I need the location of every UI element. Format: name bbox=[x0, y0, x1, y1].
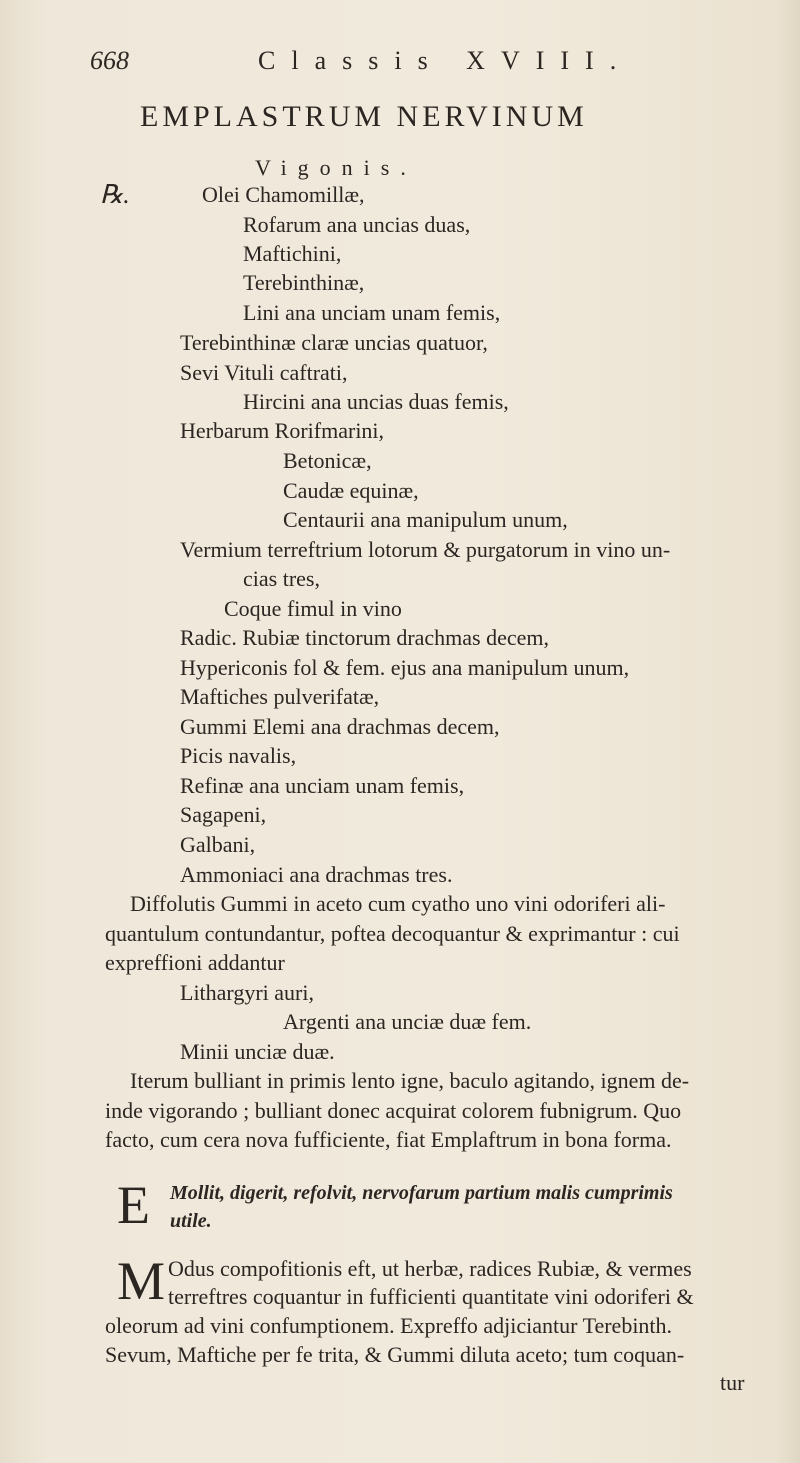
recipe-title: EMPLASTRUM NERVINUM bbox=[140, 100, 588, 133]
drop-cap-e: E bbox=[117, 1175, 150, 1235]
method-line: Odus compofitionis eft, ut herbæ, radices Rubiæ, & vermes bbox=[168, 1256, 692, 1281]
method-line: terreftres coquantur in fufficienti quantitate vini odoriferi & bbox=[168, 1284, 694, 1309]
virtues-line: Mollit, digerit, refolvit, nervofarum partium malis cumprimis bbox=[170, 1182, 673, 1204]
paragraph-line: Iterum bulliant in primis lento igne, baculo agitando, ignem de- bbox=[130, 1068, 690, 1093]
ingredient-line: Sagapeni, bbox=[180, 802, 267, 827]
ingredient-line: Ammoniaci ana drachmas tres. bbox=[180, 862, 453, 887]
recipe-symbol: ℞. bbox=[100, 180, 130, 209]
drop-cap-m: M bbox=[117, 1251, 166, 1311]
virtues-line: utile. bbox=[170, 1210, 212, 1232]
ingredient-line: Sevi Vituli caftrati, bbox=[180, 360, 348, 385]
ingredient-line: Radic. Rubiæ tinctorum drachmas decem, bbox=[180, 625, 550, 650]
paragraph-line: Diffolutis Gummi in aceto cum cyatho uno vini odoriferi ali- bbox=[130, 891, 666, 916]
running-head: Classis XVIII. bbox=[258, 46, 633, 75]
ingredient-line: cias tres, bbox=[243, 566, 320, 591]
ingredient-line: Picis navalis, bbox=[180, 743, 297, 768]
ingredient-line: Centaurii ana manipulum unum, bbox=[283, 507, 568, 532]
ingredient-line: Vermium terreftrium lotorum & purgatorum in vino un- bbox=[180, 537, 671, 562]
ingredient-line: Caudæ equinæ, bbox=[283, 478, 419, 503]
page-number: 668 bbox=[90, 46, 129, 75]
method-line: Sevum, Maftiche per fe trita, & Gummi diluta aceto; tum coquan- bbox=[105, 1342, 685, 1367]
paragraph-line: facto, cum cera nova fufficiente, fiat Emplaftrum in bona forma. bbox=[105, 1127, 672, 1152]
ingredient-line: Gummi Elemi ana drachmas decem, bbox=[180, 714, 500, 739]
ingredient-line: Hircini ana uncias duas femis, bbox=[243, 389, 509, 414]
ingredient-line: Terebinthinæ, bbox=[243, 270, 365, 295]
ingredient-line: Hypericonis fol & fem. ejus ana manipulum unum, bbox=[180, 655, 630, 680]
ingredient-line: Lithargyri auri, bbox=[180, 980, 314, 1005]
recipe-author: Vigonis. bbox=[255, 155, 417, 180]
ingredient-line: Rofarum ana uncias duas, bbox=[243, 212, 471, 237]
ingredient-line: Herbarum Rorifmarini, bbox=[180, 418, 385, 443]
ingredient-line: Refinæ ana unciam unam femis, bbox=[180, 773, 465, 798]
ingredient-line: Olei Chamomillæ, bbox=[202, 182, 365, 207]
paragraph-line: quantulum contundantur, poftea decoquantur & exprimantur : cui bbox=[105, 921, 680, 946]
ingredient-line: Maftiches pulverifatæ, bbox=[180, 684, 380, 709]
paragraph-line: inde vigorando ; bulliant donec acquirat colorem fubnigrum. Quo bbox=[105, 1098, 682, 1123]
ingredient-line: Maftichini, bbox=[243, 241, 342, 266]
ingredient-line: Minii unciæ duæ. bbox=[180, 1039, 335, 1064]
method-line: oleorum ad vini confumptionem. Expreffo adjiciantur Terebinth. bbox=[105, 1313, 673, 1338]
ingredient-line: Terebinthinæ claræ uncias quatuor, bbox=[180, 330, 488, 355]
ingredient-line: Argenti ana unciæ duæ fem. bbox=[283, 1009, 532, 1034]
paragraph-line: expreffioni addantur bbox=[105, 950, 285, 975]
ingredient-line: Galbani, bbox=[180, 832, 256, 857]
catchword: tur bbox=[720, 1370, 745, 1395]
ingredient-line: Lini ana unciam unam femis, bbox=[243, 300, 501, 325]
ingredient-line: Coque fimul in vino bbox=[224, 596, 402, 621]
ingredient-line: Betonicæ, bbox=[283, 448, 372, 473]
